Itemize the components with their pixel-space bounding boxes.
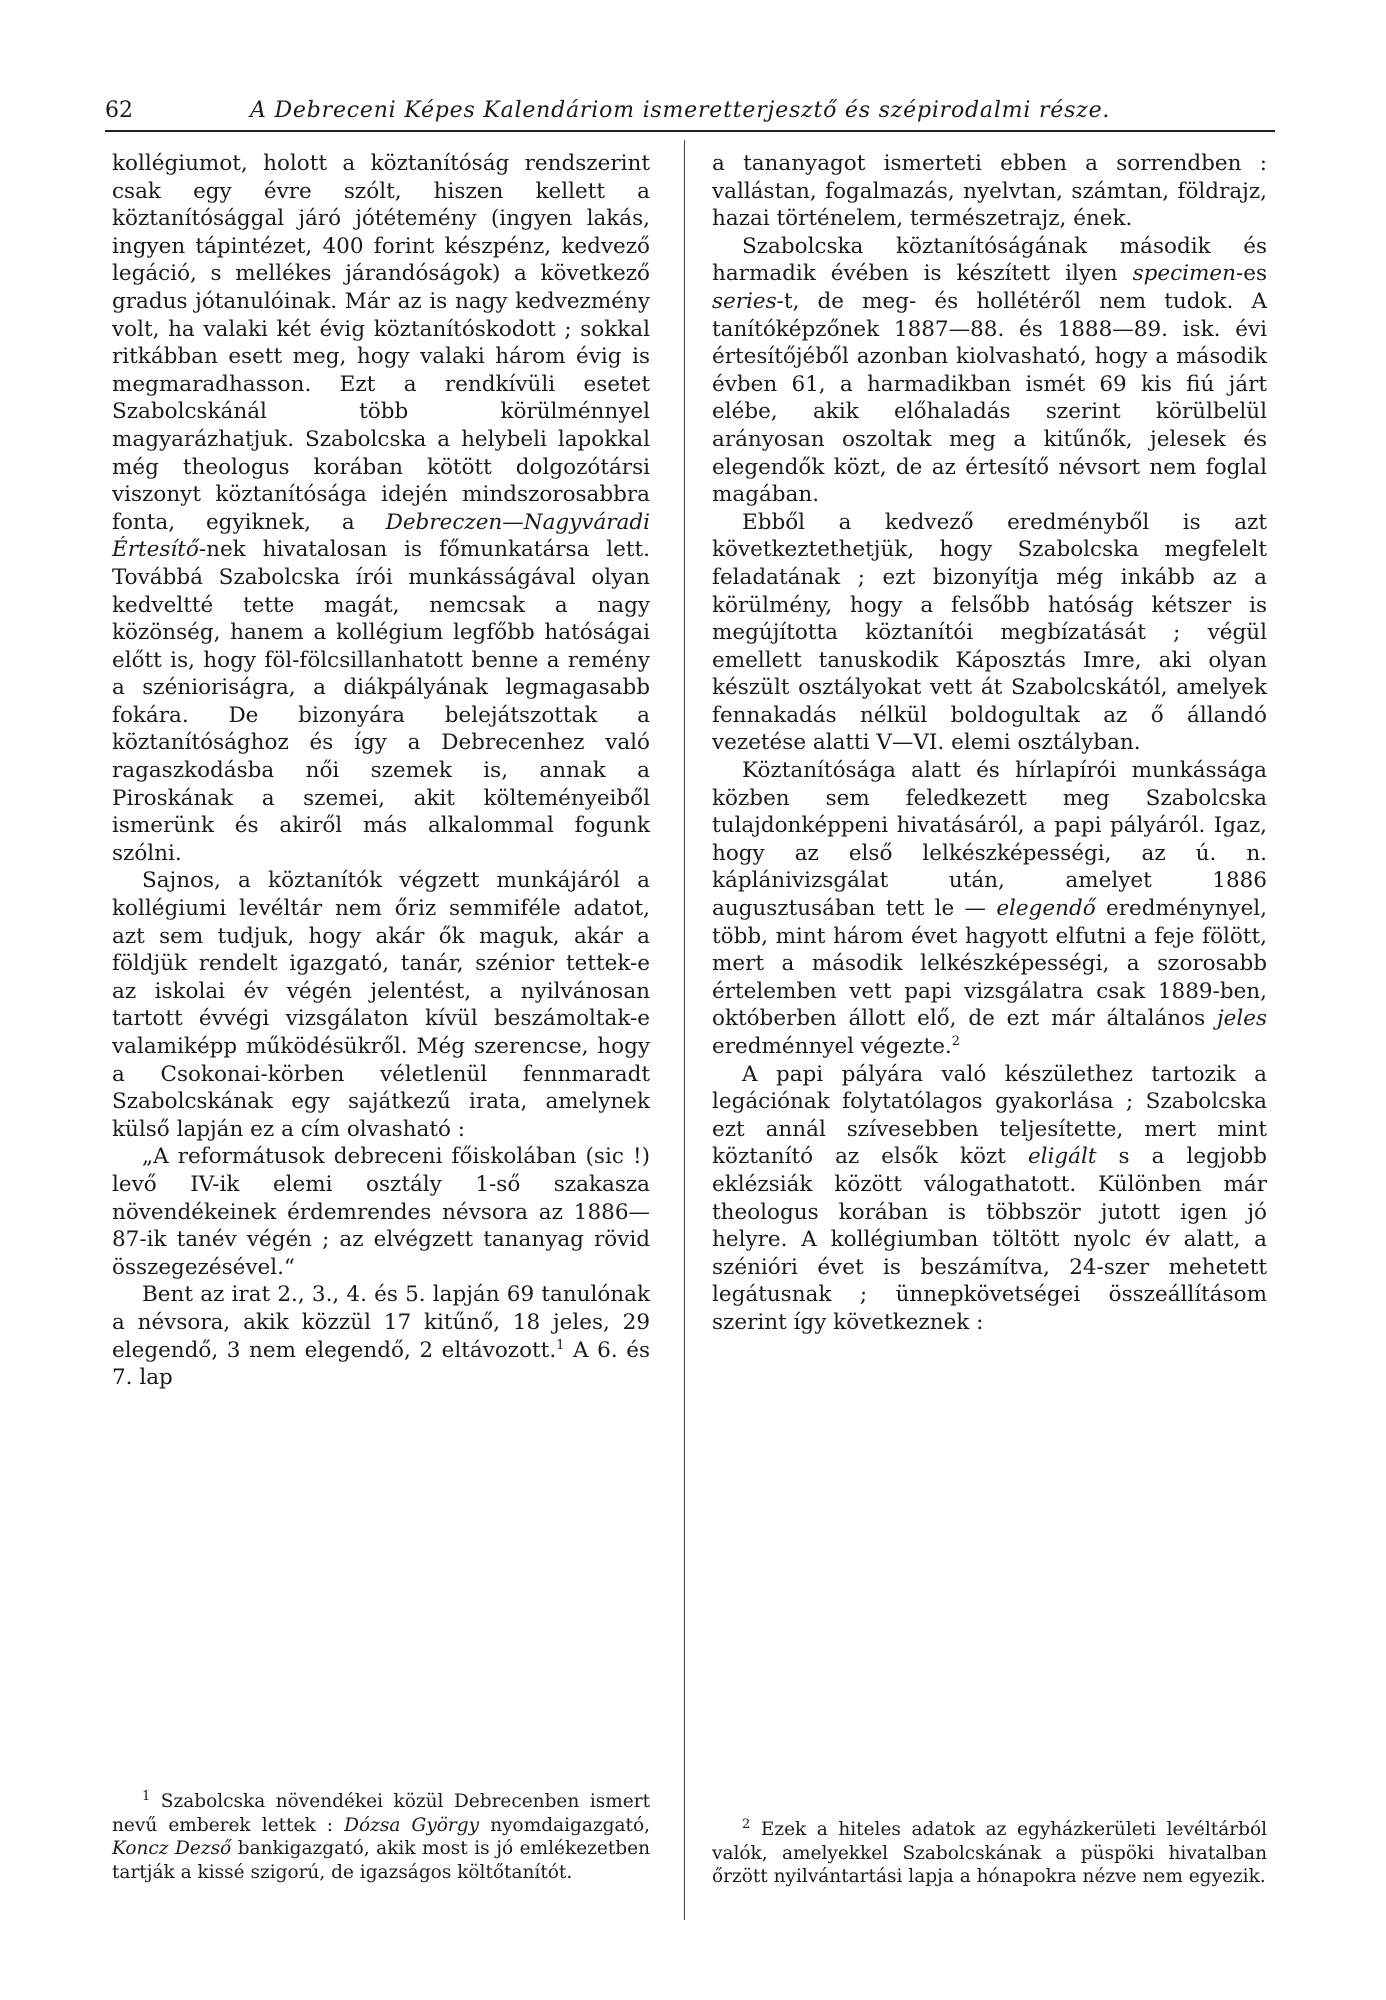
running-header bbox=[105, 96, 1275, 132]
paragraph: Ebből a kedvező eredményből is azt következtethetjük, hogy Szabolcska megfelelt feladatának ; ezt bizonyítja még inkább az a körülmény, hogy a felsőbb hatóság kétszer is megújította köztanítói megbízatását ; végül emellett tanuskodik Káposztás Imre, aki olyan készült osztályokat vett át Szabolcskától, amelyek fennakadás nélkül boldogultak az ő állandó vezetése alatti V—VI. elemi osztályban. bbox=[712, 509, 1267, 756]
footnote-number: 1 bbox=[142, 1788, 151, 1804]
footnote-number: 2 bbox=[742, 1816, 751, 1832]
left-column bbox=[112, 150, 650, 1392]
footnote-1: $^1$ Szabolcska növendékei közül Debrecenben ismert nevű emberek lettek : Dózsa György nyomdaigazgató, Koncz Dezső bankigazgató, akik most is jó emlékezetben tartják a kissé szigorú, de igazságos költőtanítót. bbox=[112, 1788, 650, 1883]
paragraph: Köztanítósága alatt és hírlapírói munkássága közben sem feledkezett meg Szabolcska tulajdonképpeni hivatásáról, a papi pályáról. Igaz, hogy az első lelkészképességi, az ú. n. káplánivizsgálat után, amelyet 1886 augusztusában tett le — elegendő eredménynyel, több, mint három évet hagyott elfutni a feje fölött, mert a második lelkészképességi, a szorosabb értelemben vett papi vizsgálatra csak 1889-ben, októberben állott elő, de ezt már általános jeles eredménnyel végezte.$^2$ bbox=[712, 758, 1267, 1059]
running-title: A Debreceni Képes Kalendáriom ismeretterjesztő és szépirodalmi része. bbox=[250, 98, 1111, 123]
footnote-ref: 2 bbox=[951, 1033, 961, 1049]
footnote-2: $^2$ Ezek a hiteles adatok az egyházkerületi levéltárból valók, amelyekkel Szabolcskának a püspöki hivatalban őrzött nyilvántartási lapja a hónapokra nézve nem egyezik. bbox=[712, 1816, 1267, 1887]
paragraph: a tananyagot ismerteti ebben a sorrendben : vallástan, fogalmazás, nyelvtan, számtan, földrajz, hazai történelem, természetrajz, ének. bbox=[712, 151, 1267, 232]
italic-title: Debreczen—Nagyváradi Értesítő bbox=[112, 509, 650, 563]
paragraph: Szabolcska köztanítóságának második és harmadik évében is készített ilyen specimen-es series-t, de meg- és hollétéről nem tudok. A tanítóképzőnek 1887—88. és 1888—89. isk. évi értesítőjéből azonban kiolvasható, hogy a második évben 61, a harmadikban ismét 69 kis fiú járt elébe, akik előhaladás szerint körülbelül arányosan oszoltak meg a kitűnők, jelesek és elegendők közt, de az értesítő névsort nem foglal magában. bbox=[712, 233, 1267, 508]
right-column bbox=[712, 150, 1267, 1337]
footnote-ref: 1 bbox=[556, 1337, 565, 1353]
paragraph: A papi pályára való készülethez tartozik a legációnak folytatólagos gyakorlása ; Szabolcska ezt annál szívesebben teljesítette, mert mint köztanító az elsők közt eligált s a legjobb eklézsiák között válogathatott. Különben már theologus korában is többször jutott igen jó helyre. A kollégiumban töltött nyolc év alatt, a szénióri évet is beszámítva, 24-szer mehetett legátusnak ; ünnepkövetségei összeállításom szerint így következnek : bbox=[712, 1061, 1267, 1335]
paragraph: Sajnos, a köztanítók végzett munkájáról a kollégiumi levéltár nem őriz semmiféle adatot, azt sem tudjuk, hogy akár ők maguk, akár a földjük rendelt igazgató, tanár, szénior tettek-e az iskolai év végén jelentést, a nyilvánosan tartott évvégi vizsgálaton kívül beszámoltak-e valamiképp működésükről. Még szerencse, hogy a Csokonai-körben véletlenül fennmaradt Szabolcskának egy sajátkezű irata, amelynek külső lapján ez a cím olvasható : bbox=[112, 868, 650, 1142]
column-divider bbox=[684, 140, 685, 1920]
quoted-title: „A reformátusok debreceni főiskolában (sic !) levő IV-ik elemi osztály 1-ső szakasza növendékeinek érdemrendes névsora az 1886—87-ik tanév végén ; az elvégzett tananyag rövid összegezésével.“ bbox=[112, 1144, 650, 1280]
page-number: 62 bbox=[105, 98, 133, 123]
paragraph: Bent az irat 2., 3., 4. és 5. lapján 69 tanulónak a névsora, akik közzül 17 kitűnő, 18 jeles, 29 elegendő, 3 nem elegendő, 2 eltávozott.$^1$ A 6. és 7. lap bbox=[112, 1282, 650, 1391]
paragraph: kollégiumot, holott a köztanítóság rendszerint csak egy évre szólt, hiszen kellett a köztanítósággal járó jótétemény (ingyen lakás, ingyen tápintézet, 400 forint készpénz, kedvező legáció, s mellékes járandóságok) a következő gradus jótanulóinak. Már az is nagy kedvezmény volt, ha valaki két évig köztanítóskodott ; sokkal ritkábban esett meg, hogy valaki három évig is megmaradhasson. Ezt a rendkívüli esetet Szabolcskánál több körülménnyel magyarázhatjuk. Szabolcska a helybeli lapokkal még theologus korában kötött dolgozótársi viszonyt köztanítósága idején mindszorosabbra fonta, egyiknek, a Debreczen—Nagyváradi Értesítő-nek hivatalosan is főmunkatársa lett. Továbbá Szabolcska írói munkásságával olyan kedveltté tette magát, nemcsak a nagy közönség, hanem a kollégium legfőbb hatóságai előtt is, hogy föl-fölcsillanhatott benne a remény a szénioriságra, a diákpályának legmagasabb fokára. De bizonyára belejátszottak a köztanítósághoz és így a Debrecenhez való ragaszkodásba női szemek is, annak a Piroskának a szemei, akit költeményeiből ismerünk és akiről más alkalommal fogunk szólni. bbox=[112, 151, 650, 866]
